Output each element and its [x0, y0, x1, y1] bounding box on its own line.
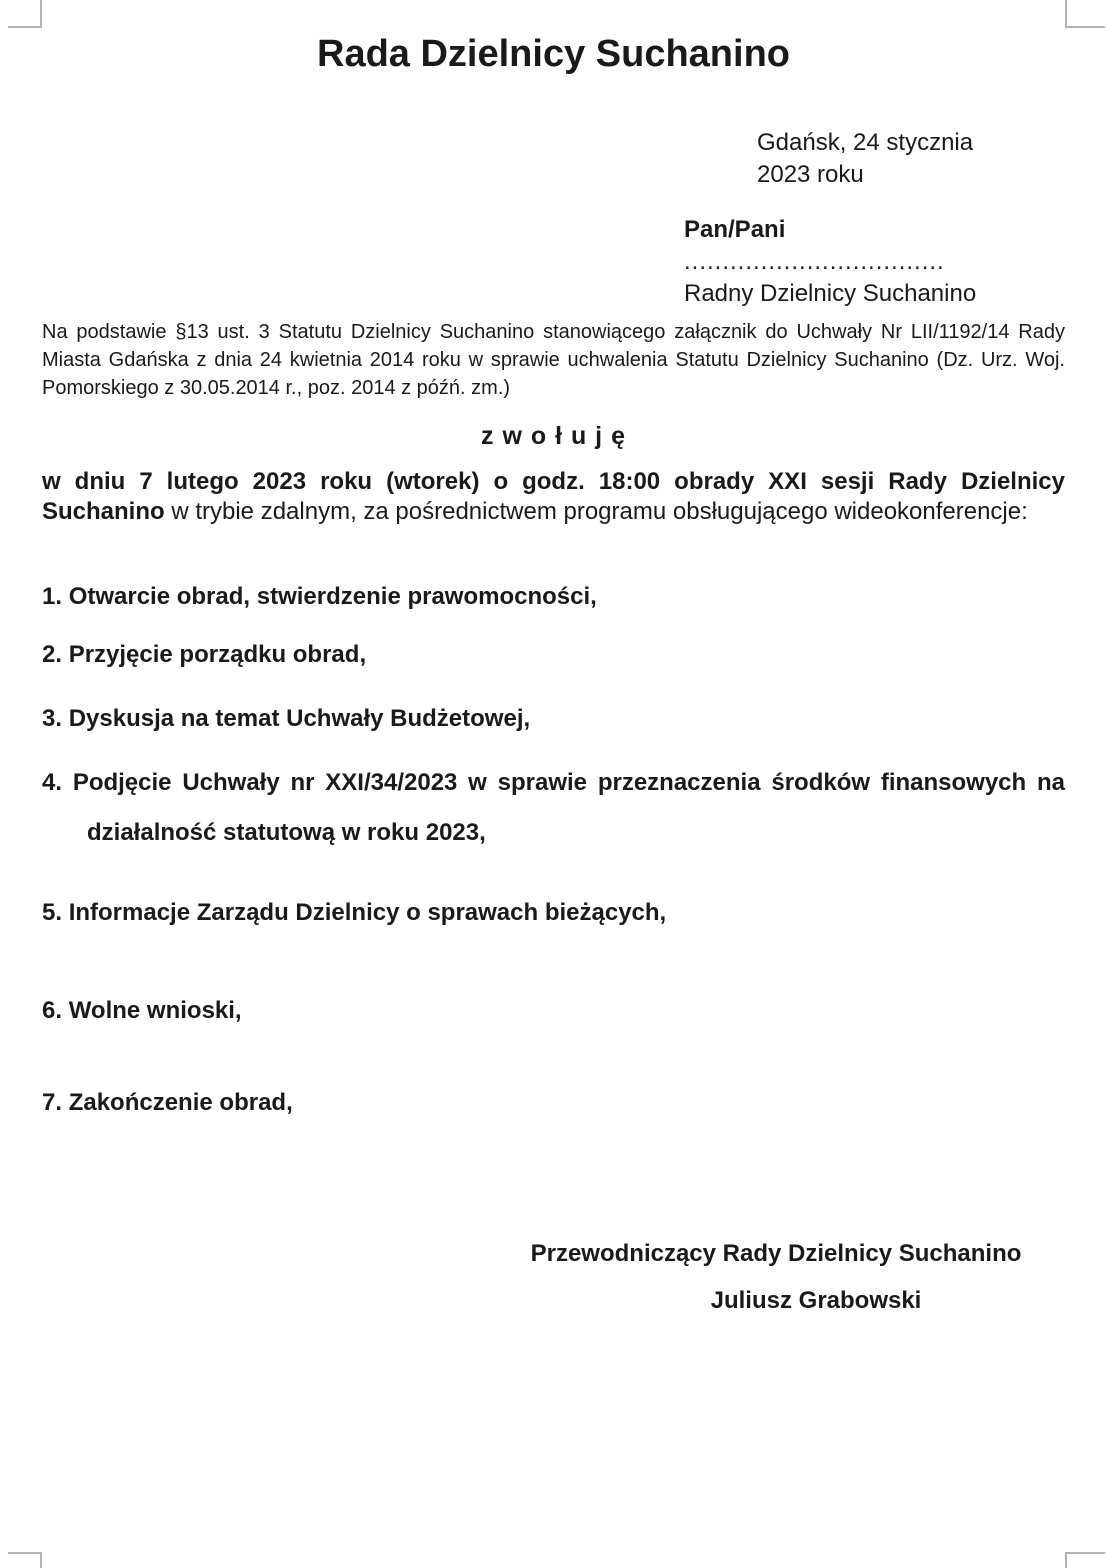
corner-mark-bottom-right: [1065, 1552, 1105, 1568]
agenda-item: [42, 898, 1065, 928]
agenda-item-text: Otwarcie obrad, stwierdzenie prawomocności,: [68, 583, 597, 610]
agenda-item-number: 6.: [42, 997, 63, 1024]
agenda-item: [42, 758, 1065, 858]
recipient-salutation: Pan/Pani: [684, 216, 786, 243]
agenda-item-text: Przyjęcie porządku obrad,: [68, 641, 367, 668]
agenda-item-number: 3.: [42, 705, 63, 732]
convene-word: z w o ł u j ę: [481, 422, 626, 450]
legal-basis-text: Na podstawie §13 ust. 3 Statutu Dzielnicy Suchanino stanowiącego załącznik do Uchwały Nr LII/1192/14 Rady Miasta Gdańska z dnia 24 kwietnia 2014 roku w sprawie uchwalenia Statutu Dzielnicy Suchanino (Dz. Urz. Woj. Pomorskiego z 30.05.2014 r., poz. 2014 z późń. zm.): [42, 321, 1065, 399]
agenda-item: [42, 1088, 1065, 1118]
recipient-role: Radny Dzielnicy Suchanino: [684, 280, 977, 307]
document-content: [42, 0, 1065, 1324]
agenda-item-number: 7.: [42, 1089, 63, 1116]
agenda-item-text: Informacje Zarządu Dzielnicy o sprawach bieżących,: [68, 899, 667, 926]
agenda-item: [42, 996, 1065, 1026]
corner-mark-top-right: [1065, 0, 1105, 28]
agenda-item-number: 4.: [42, 769, 63, 796]
agenda-item: [42, 582, 1065, 612]
agenda-item: [42, 640, 1065, 670]
signature-role: Przewodniczący Rady Dzielnicy Suchanino: [530, 1240, 1022, 1267]
corner-mark-top-left: [8, 0, 42, 28]
agenda-item-text: Wolne wnioski,: [68, 997, 242, 1024]
agenda-item-text: Dyskusja na temat Uchwały Budżetowej,: [68, 705, 531, 732]
agenda-item-text: Podjęcie Uchwały nr XXI/34/2023 w sprawie przeznaczenia środków finansowych na działalność statutową w roku 2023,: [72, 769, 1065, 846]
session-intro-bold: w dniu 7 lutego 2023 roku (wtorek) o godz. 18:00 obrady XXI sesji Rady Dzielnicy Suchanino: [42, 468, 1065, 525]
signature-name: Juliusz Grabowski: [710, 1287, 922, 1314]
corner-mark-bottom-left: [8, 1552, 42, 1568]
session-intro-rest: w trybie zdalnym, za pośrednictwem programu obsługującego wideokonferencje:: [164, 498, 1028, 525]
agenda-item-text: Zakończenie obrad,: [68, 1089, 293, 1116]
agenda-item: [42, 704, 1065, 734]
agenda-item-number: 5.: [42, 899, 63, 926]
signature-block: [487, 1230, 1065, 1324]
agenda-item-number: 2.: [42, 641, 63, 668]
agenda-list: [42, 582, 1065, 1118]
session-intro: [42, 467, 1065, 527]
document-title: Rada Dzielnicy Suchanino: [317, 33, 790, 75]
recipient-block: [684, 214, 1065, 310]
agenda-item-number: 1.: [42, 583, 63, 610]
recipient-dotted-line: ..................................: [684, 248, 945, 275]
dateline: Gdańsk, 24 stycznia 2023 roku: [757, 129, 974, 188]
